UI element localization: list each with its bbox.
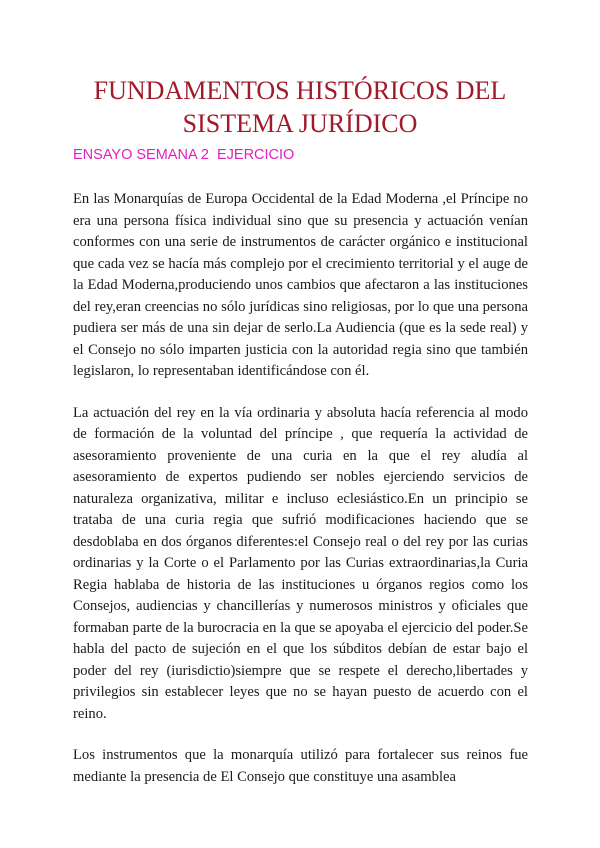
document-subtitle: ENSAYO SEMANA 2 EJERCICIO <box>73 147 295 163</box>
title-line-2: SISTEMA JURÍDICO <box>182 109 418 138</box>
paragraph-1: En las Monarquías de Europa Occidental de la Edad Moderna ,el Príncipe no era una persona física individual sino que su presencia y actuación venían conformes con una serie de instrumentos de carácter orgánico e institucional que cada vez se hacía más complejo por el crecimiento territorial y el auge de la Edad Moderna,produciendo unos cambios que afectaron a las instituciones del rey,eran creencias no sólo jurídicas sino religiosas, por lo que una persona pudiera ser más de una sin dejar de serlo.La Audiencia (que es la sede real) y el Consejo no sólo imparten justicia con la autoridad regia sino que también legislaron, lo representaban identificándose con él. <box>73 191 528 379</box>
paragraph-2: La actuación del rey en la vía ordinaria y absoluta hacía referencia al modo de formación de la voluntad del príncipe , que requería la actividad de asesoramiento proveniente de una curia en la que el rey aludía al asesoramiento de expertos pudiendo ser nobles ejerciendo servicios de naturaleza organizativa, militar e incluso eclesiástico.En un principio se trataba de una curia regia que sufrió modificaciones haciendo que se desdoblaba en dos órganos diferentes:el Consejo real o del rey por las curias ordinarias y la Corte o el Parlamento por las Curias extraordinarias,la Curia Regia hablaba de historia de las instituciones u órganos regios como los Consejos, audiencias y chancillerías y numerosos ministros y oficiales que formaban parte de la burocracia en la que se apoyaba el ejercicio del poder.Se habla del pacto de sujeción en el que los súbditos debían de estar bajo el poder del rey (iurisdictio)siempre que se respete el derecho,libertades y privilegios sin establecer leyes que no se hayan puesto de acuerdo con el reino. <box>73 404 528 722</box>
document-body <box>73 189 528 808</box>
paragraph-3: Los instrumentos que la monarquía utilizó para fortalecer sus reinos fue mediante la presencia de El Consejo que constituye una asamblea <box>73 747 528 785</box>
title-line-1: FUNDAMENTOS HISTÓRICOS DEL <box>93 76 507 105</box>
document-title <box>60 74 540 140</box>
